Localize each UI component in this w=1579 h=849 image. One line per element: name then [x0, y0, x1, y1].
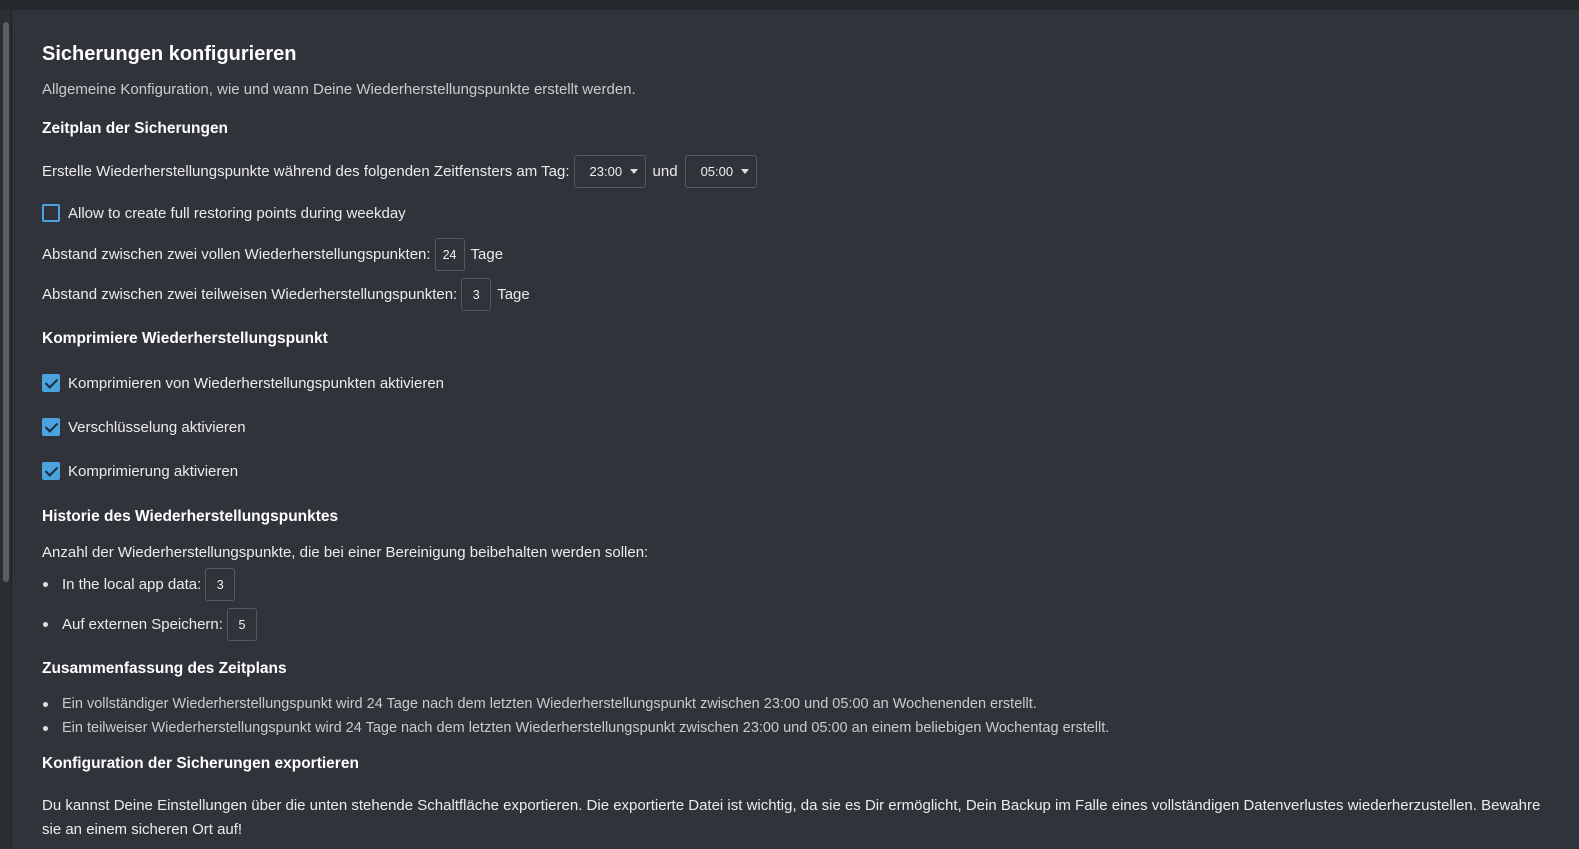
page-title: Sicherungen konfigurieren — [42, 43, 297, 65]
partial-interval-row — [42, 278, 530, 311]
compression-checkbox-label: Komprimierung aktivieren — [68, 462, 239, 480]
external-retention-input[interactable]: 5 — [227, 608, 257, 641]
summary-item-text: Ein teilweiser Wiederherstellungspunkt wird 24 Tage nach dem letzten Wiederherstellungspunkt zwischen 23:00 und 05:00 an einem beliebigen Wochentag erstellt. — [62, 720, 1110, 736]
bullet-icon — [43, 622, 48, 627]
partial-interval-label: Abstand zwischen zwei teilweisen Wiederherstellungspunkten: — [42, 286, 458, 303]
compress-checkbox-label: Komprimieren von Wiederherstellungspunkten aktivieren — [68, 374, 445, 392]
page-subtitle: Allgemeine Konfiguration, wie und wann Deine Wiederherstellungspunkte erstellt werden. — [42, 81, 636, 98]
encryption-option[interactable] — [42, 418, 246, 436]
history-description: Anzahl der Wiederherstellungspunkte, die bei einer Bereinigung beibehalten werden sollen: — [42, 544, 649, 561]
full-interval-unit: Tage — [470, 246, 504, 263]
weekday-checkbox-label: Allow to create full restoring points during weekday — [68, 204, 406, 222]
local-retention-item — [42, 568, 239, 601]
compression-option[interactable] — [42, 462, 238, 480]
bullet-icon — [43, 582, 48, 587]
full-interval-row — [42, 238, 503, 271]
local-retention-input[interactable]: 3 — [205, 568, 235, 601]
summary-item — [42, 696, 1037, 712]
export-heading: Konfiguration der Sicherungen exportieren — [42, 755, 359, 772]
end-time-select[interactable] — [685, 155, 757, 188]
export-description: Du kannst Deine Einstellungen über die unten stehende Schaltfläche exportieren. Die exportierte Datei ist wichtig, da sie es Dir ermöglicht, Dein Backup im Falle eines vollständigen Datenverlustes wiederherzustellen. Bewahre sie an einem sicheren Ort auf! — [42, 797, 1541, 838]
compression-heading: Komprimiere Wiederherstellungspunkt — [42, 330, 328, 347]
local-retention-label: In the local app data: — [62, 576, 202, 593]
summary-item-text: Ein vollständiger Wiederherstellungspunkt wird 24 Tage nach dem letzten Wiederherstellungspunkt zwischen 23:00 und 05:00 an Wochenenden erstellt. — [62, 696, 1037, 712]
compress-checkbox[interactable] — [42, 374, 60, 392]
top-bar — [0, 0, 1579, 10]
chevron-down-icon — [741, 169, 749, 174]
external-retention-label: Auf externen Speichern: — [62, 616, 223, 633]
history-heading: Historie des Wiederherstellungspunktes — [42, 508, 339, 525]
full-interval-input[interactable]: 24 — [435, 238, 465, 271]
schedule-heading: Zeitplan der Sicherungen — [42, 120, 229, 137]
compression-checkbox[interactable] — [42, 462, 60, 480]
summary-item — [42, 720, 1109, 736]
summary-heading: Zusammenfassung des Zeitplans — [42, 660, 287, 677]
scrollbar[interactable] — [0, 10, 12, 849]
chevron-down-icon — [630, 169, 638, 174]
partial-interval-input[interactable]: 3 — [461, 278, 491, 311]
partial-interval-unit: Tage — [497, 286, 530, 303]
external-retention-item — [42, 608, 261, 641]
start-time-select[interactable] — [574, 155, 646, 188]
scrollbar-thumb[interactable] — [3, 22, 9, 582]
weekday-option[interactable] — [42, 204, 406, 222]
start-time-value: 23:00 — [589, 164, 623, 179]
bullet-icon — [43, 702, 48, 707]
time-window-row — [42, 155, 761, 188]
compress-option[interactable] — [42, 374, 444, 392]
weekday-checkbox[interactable] — [42, 204, 60, 222]
bullet-icon — [43, 726, 48, 731]
and-label: und — [652, 163, 678, 180]
full-interval-label: Abstand zwischen zwei vollen Wiederherstellungspunkten: — [42, 246, 431, 263]
encryption-checkbox[interactable] — [42, 418, 60, 436]
end-time-value: 05:00 — [700, 164, 734, 179]
time-window-label: Erstelle Wiederherstellungspunkte während des folgenden Zeitfensters am Tag: — [42, 163, 570, 180]
encryption-checkbox-label: Verschlüsselung aktivieren — [68, 418, 246, 436]
